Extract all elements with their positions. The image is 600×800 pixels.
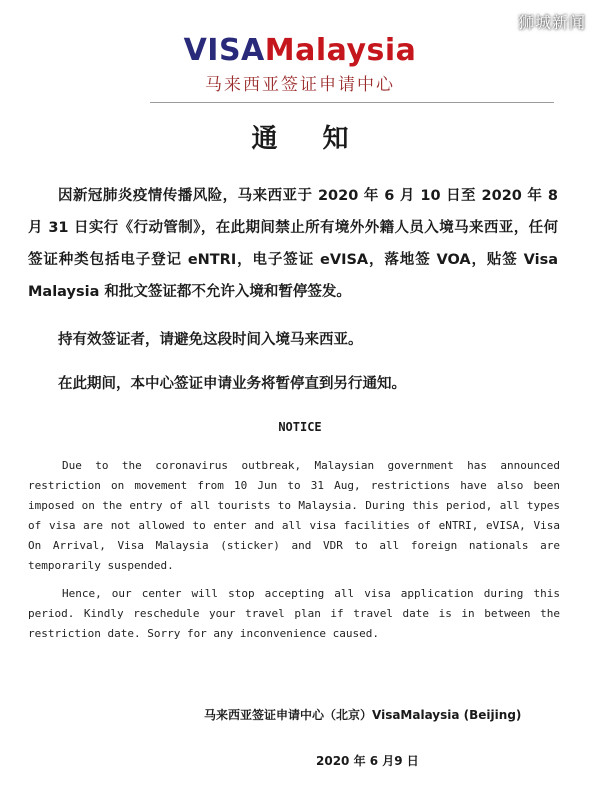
header-divider xyxy=(150,102,554,103)
english-paragraph-1: Due to the coronavirus outbreak, Malaysian government has announced restriction on movement from 10 Jun to 31 Aug, restrictions have also been imposed on the entry of all tourists to Malaysia. During this period, all types of visa are not allowed to enter and all visa facilities of eNTRI, eVISA, Visa On Arrival, Visa Malaysia (sticker) and VDR to all foreign nationals are temporarily suspended. xyxy=(28,459,560,572)
chinese-paragraph-1: 因新冠肺炎疫情传播风险，马来西亚于 2020 年 6 月 10 日至 2020 年 8 月 31 日实行《行动管制》，在此期间禁止所有境外外籍人员入境马来西亚，任何签证种类包括电子登记 eNTRI，电子签证 eVISA，落地签 VOA，贴签 Visa Malaysia 和批文签证都不允许入境和暂停签发。 xyxy=(28,188,558,300)
chinese-paragraph-2: 持有效签证者，请避免这段时间入境马来西亚。 xyxy=(58,332,363,348)
visa-malaysia-logo xyxy=(0,34,600,95)
english-paragraph-2: Hence, our center will stop accepting all visa application during this period. Kindly reschedule your travel plan if travel date is in between the restriction date. Sorry for any inconvenience caused. xyxy=(28,587,560,640)
notice-heading: NOTICE xyxy=(278,420,322,434)
document-date: 2020 年 6 月9 日 xyxy=(316,754,419,768)
signature-line: 马来西亚签证申请中心（北京）VisaMalaysia (Beijing) xyxy=(204,708,522,722)
document-title: 通 知 xyxy=(251,124,367,154)
logo-brand-visa: VISA xyxy=(183,33,265,68)
logo-brand-malaysia: Malaysia xyxy=(264,33,417,68)
chinese-paragraph-3: 在此期间，本中心签证申请业务将暂停直到另行通知。 xyxy=(58,376,406,392)
logo-subtitle: 马来西亚签证申请中心 xyxy=(205,75,395,95)
logo-wordmark xyxy=(0,34,600,68)
watermark-label: 狮城新闻 xyxy=(517,13,586,32)
